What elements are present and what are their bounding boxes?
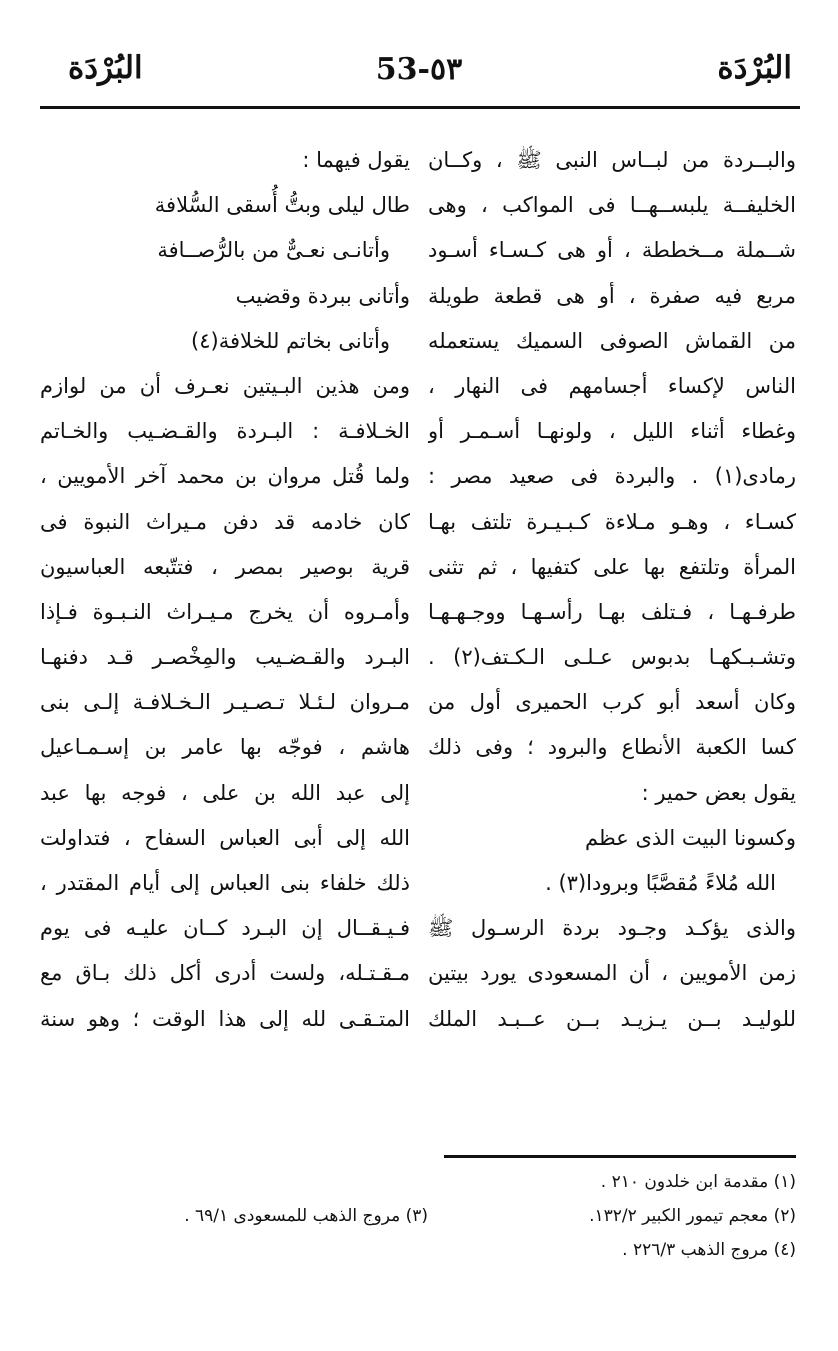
- text-line: شــملة مــخططة ، أو هى كـسـاء أسـود: [428, 238, 796, 263]
- running-title-right: البُرْدَة: [717, 50, 792, 86]
- text-line: هاشم ، فوجّه بها عامر بن إسـمـاعيل: [40, 735, 410, 760]
- text-line: والذى يؤكـد وجـود بردة الرسـول ﷺ: [428, 916, 796, 941]
- text-line: مـقـتـله، ولست أدرى أكل ذلك بـاق مع: [40, 961, 410, 986]
- text-line: قرية بوصير بمصر ، فتتّبعه العباسيون: [40, 554, 410, 579]
- text-line: من القماش الصوفى السميك يستعمله: [428, 328, 796, 353]
- text-line: طرفـهـا ، فـتلف بهـا رأسـهـا ووجـهـهـا: [428, 599, 796, 624]
- footnote-2: (٢) معجم تيمور الكبير ١٣٢/٢.: [589, 1206, 796, 1226]
- text-line: وتشـبـكهـا بدبوس عـلـى الـكـتف(٢) .: [428, 645, 796, 670]
- text-line: يقول بعض حمير :: [641, 780, 796, 805]
- text-line: الخـلافـة : البـردة والقـضـيب والخـاتم: [40, 419, 410, 444]
- text-line: كسـاء ، وهـو مـلاءة كـبـيـرة تلتف بهـا: [428, 509, 796, 534]
- text-line: فـيـقــال إن البـرد كــان عليـه فى يوم: [40, 916, 410, 941]
- footnote-1: (١) مقدمة ابن خلدون ٢١٠ .: [600, 1172, 796, 1192]
- verse-line: طال ليلى وبتُّ أُسقى السُّلافة: [154, 193, 410, 218]
- text-line: مربع فيه صفرة ، أو هى قطعة طويلة: [428, 283, 796, 308]
- text-line: وكان أسعد أبو كرب الحميرى أول من: [428, 690, 796, 715]
- verse-line: وكسونا البيت الذى عظم: [585, 825, 796, 850]
- text-line: البـرد والقـضـيب والمِخْصـر قـد دفنهـا: [40, 645, 410, 670]
- verse-line: وأتانى ببردة وقضيب: [235, 283, 410, 308]
- text-line: ولما قُتل مروان بن محمد آخر الأمويين ،: [40, 464, 410, 489]
- left-text-column: [40, 138, 410, 1042]
- text-line: الله إلى أبى العباس السفاح ، فتداولت: [40, 825, 410, 850]
- text-line: مـروان لـئـلا تـصـيـر الـخـلافـة إلـى بنى: [40, 690, 410, 715]
- text-line: يقول فيهما :: [302, 148, 410, 172]
- text-line: زمن الأمويين ، أن المسعودى يورد بيتين: [428, 961, 796, 986]
- footnote-3: (٣) مروج الذهب للمسعودى ٦٩/١ .: [184, 1206, 428, 1226]
- footnote-rule: [444, 1155, 796, 1158]
- text-line: والبــردة من لبــاس النبى ﷺ ، وكــان: [428, 148, 796, 172]
- footnote-4: (٤) مروج الذهب ٢٢٦/٣ .: [622, 1240, 796, 1260]
- text-line: وغطاء أثناء الليل ، ولونهـا أسـمـر أو: [428, 419, 796, 444]
- text-line: المرأة وتلتفع بها على كتفيها ، ثم تثنى: [428, 554, 796, 579]
- verse-line: وأتانـى نعـىٌّ من بالرُّصــافة: [157, 238, 390, 263]
- header-rule: [40, 106, 800, 109]
- verse-line: الله مُلاءً مُقصَّبًا وبرودا(٣) .: [545, 871, 776, 895]
- page-header: [40, 50, 798, 102]
- text-line: المتـقـى لله إلى هذا الوقت ؛ وهو سنة: [40, 1006, 410, 1031]
- text-line: كان خادمه قد دفن مـيراث النبوة فى: [40, 509, 410, 534]
- text-line: الخليفــة يلبســهــا فى المواكب ، وهى: [428, 193, 796, 218]
- verse-line: وأتانى بخاتم للخلافة(٤): [191, 328, 390, 353]
- text-line: ومن هذين البـيتين نعـرف أن من لوازم: [40, 373, 410, 398]
- text-line: الناس لإكساء أجسامهم فى النهار ،: [428, 373, 796, 398]
- text-line: إلى عبد الله بن على ، فوجه بها عبد: [40, 780, 410, 805]
- text-line: وأمـروه أن يخرج مـيـراث النـبـوة فـإذا: [40, 599, 410, 624]
- text-line: للوليـد بــن يـزيـد بــن عــبـد الملك: [428, 1006, 796, 1031]
- text-line: رمادى(١) . والبردة فى صعيد مصر :: [428, 464, 796, 489]
- page-number: 53-٥٣: [375, 52, 463, 87]
- right-text-column: [428, 138, 796, 1042]
- text-line: كسا الكعبة الأنطاع والبرود ؛ وفى ذلك: [428, 735, 796, 760]
- text-line: ذلك خلفاء بنى العباس إلى أيام المقتدر ،: [40, 871, 410, 895]
- running-title-left: البُرْدَة: [68, 50, 143, 86]
